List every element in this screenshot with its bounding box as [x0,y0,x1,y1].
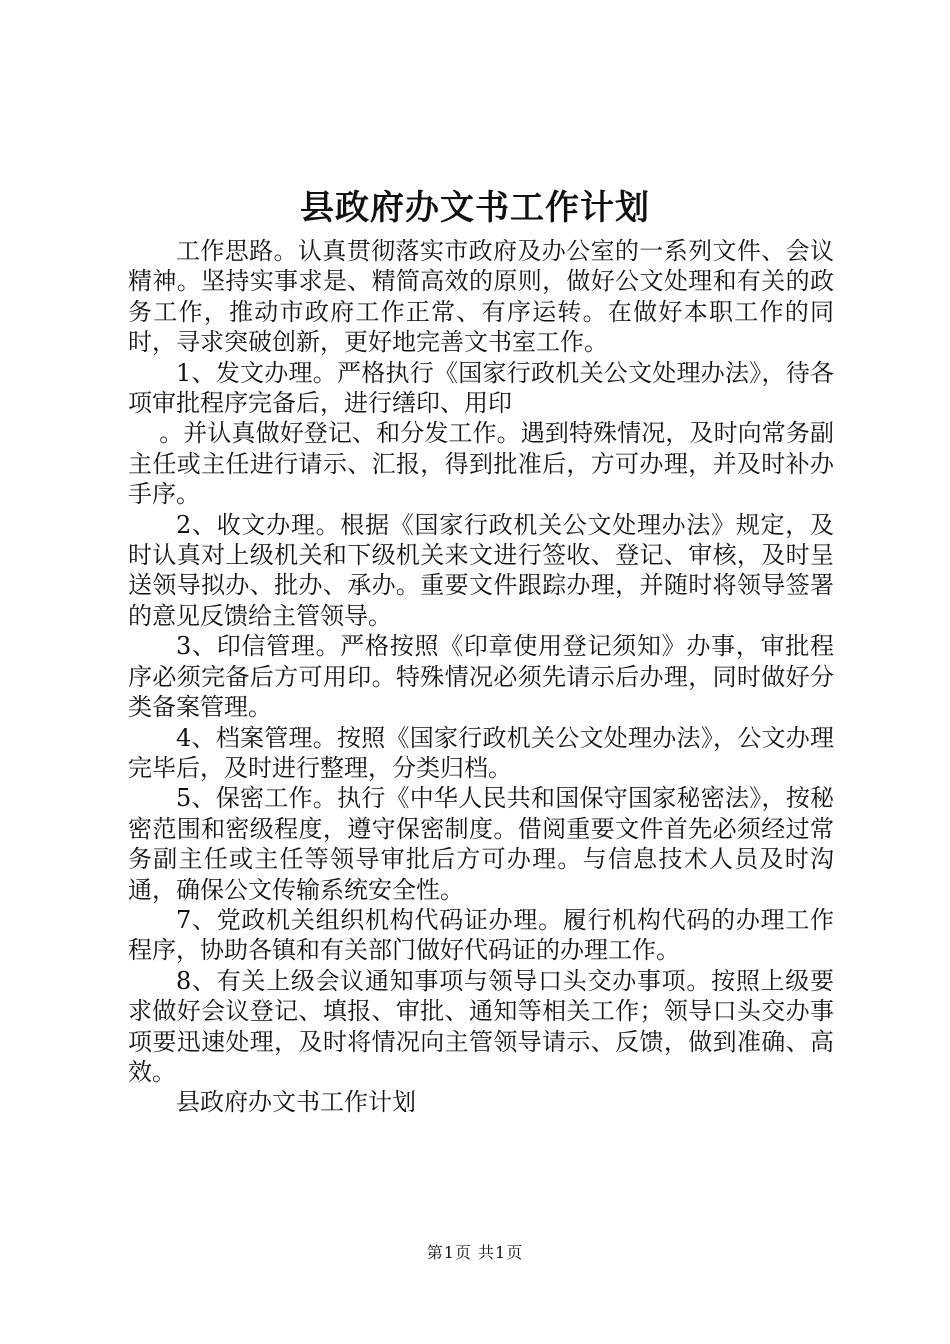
paragraph-work-approach: 工作思路。认真贯彻落实市政府及办公室的一系列文件、会议精神。坚持实事求是、精简高效的原则，做好公文处理和有关的政务工作，推动市政府工作正常、有序运转。在做好本职工作的同时，寻求突破创新，更好地完善文书室工作。 [128,237,834,357]
paragraph-closing-title: 县政府办文书工作计划 [176,1088,416,1117]
paragraph-seal-management: 3、印信管理。严格按照《印章使用登记须知》办事，审批程序必须完备后方可用印。特殊情况必须先请示后办理，同时做好分类备案管理。 [128,632,834,722]
paragraph-confidentiality: 5、保密工作。执行《中华人民共和国保守国家秘密法》，按秘密范围和密级程度，遵守保密制度。借阅重要文件首先必须经过常务副主任或主任等领导审批后方可办理。与信息技术人员及时沟通，确保公文传输系统安全性。 [128,784,834,904]
paragraph-incoming-docs: 2、收文办理。根据《国家行政机关公文处理办法》规定，及时认真对上级机关和下级机关来文进行签收、登记、审核，及时呈送领导拟办、批办、承办。重要文件跟踪办理，并随时将领导签署的意见反馈给主管领导。 [128,510,834,630]
paragraph-meeting-notices: 8、有关上级会议通知事项与领导口头交办事项。按照上级要求做好会议登记、填报、审批、通知等相关工作；领导口头交办事项要迅速处理，及时将情况向主管领导请示、反馈，做到准确、高效。 [128,966,834,1086]
paragraph-outgoing-docs-continued: 。并认真做好登记、和分发工作。遇到特殊情况，及时向常务副主任或主任进行请示、汇报，得到批准后，方可办理，并及时补办手序。 [128,419,834,509]
paragraph-archive-management: 4、档案管理。按照《国家行政机关公文处理办法》，公文办理完毕后，及时进行整理，分类归档。 [128,723,834,782]
page-footer: 第1页 共1页 [426,1243,524,1262]
document-title: 县政府办文书工作计划 [300,188,650,228]
paragraph-outgoing-docs: 1、发文办理。严格执行《国家行政机关公文处理办法》，待各项审批程序完备后，进行缮印、用印 [128,358,834,418]
document-body [128,236,834,1118]
paragraph-organization-code: 7、党政机关组织机构代码证办理。履行机构代码的办理工作程序，协助各镇和有关部门做好代码证的办理工作。 [128,905,834,965]
